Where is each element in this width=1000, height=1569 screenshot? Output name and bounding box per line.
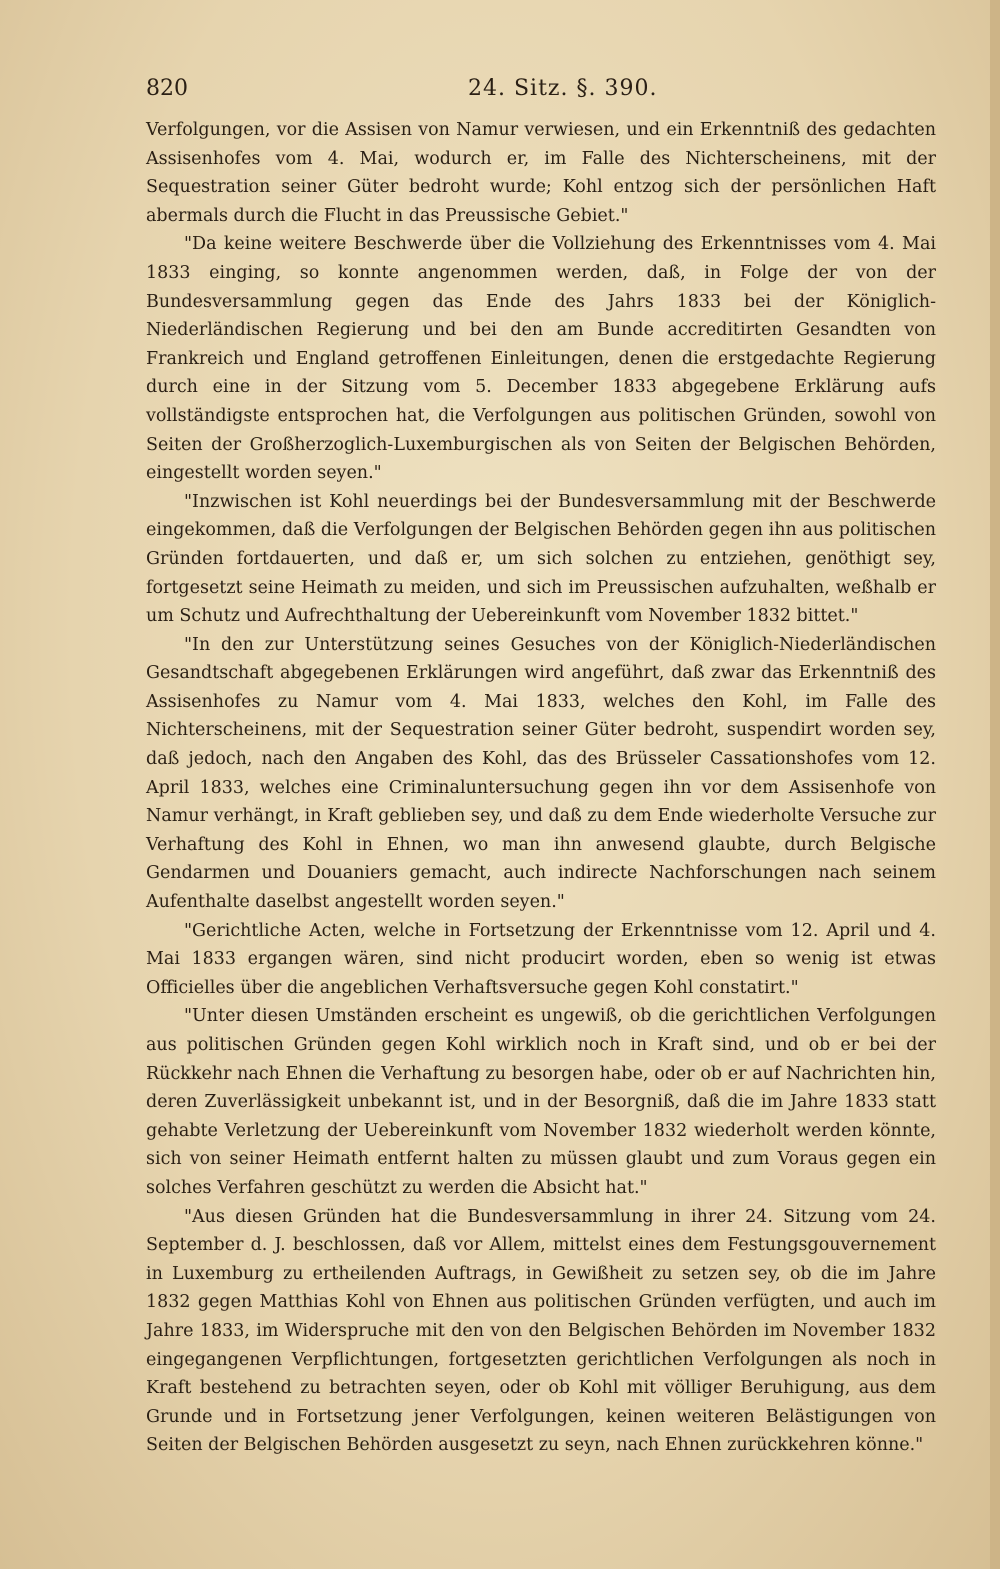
page-number: 820 [146, 76, 188, 101]
paragraph: "Unter diesen Umständen erscheint es ungewiß, ob die gerichtlichen Verfolgungen aus politischen Gründen gegen Kohl wirklich noch in Kraft sind, und ob er bei der Rückkehr nach Ehnen die Verhaftung zu besorgen habe, oder ob er auf Nachrichten hin, deren Zuverlässigkeit unbekannt ist, und in der Besorgniß, daß die im Jahre 1833 statt gehabte Verletzung der Uebereinkunft vom November 1832 wiederholt werden könnte, sich von seiner Heimath entfernt halten zu müssen glaubt und zum Voraus gegen ein solches Verfahren geschützt zu werden die Absicht hat." [146, 1006, 936, 1198]
paragraph: "Inzwischen ist Kohl neuerdings bei der Bundesversammlung mit der Beschwerde eingekommen, daß die Verfolgungen der Belgischen Behörden gegen ihn aus politischen Gründen fortdauerten, und daß er, um sich solchen zu entziehen, genöthigt sey, fortgesetzt seine Heimath zu meiden, und sich im Preussischen aufzuhalten, weßhalb er um Schutz und Aufrechthaltung der Uebereinkunft vom November 1832 bittet." [146, 491, 936, 627]
paragraph: "Gerichtliche Acten, welche in Fortsetzung der Erkenntnisse vom 12. April und 4. Mai 1833 ergangen wären, sind nicht producirt worden, eben so wenig ist etwas Officielles über die angeblichen Verhaftsversuche gegen Kohl constatirt." [146, 920, 936, 998]
paragraph: "In den zur Unterstützung seines Gesuches von der Königlich-Niederländischen Gesandtschaft abgegebenen Erklärungen wird angeführt, daß zwar das Erkenntniß des Assisenhofes zu Namur vom 4. Mai 1833, welches den Kohl, im Falle des Nichterscheinens, mit der Sequestration seiner Güter bedroht, suspendirt worden sey, daß jedoch, nach den Angaben des Kohl, das des Brüsseler Cassationshofes vom 12. April 1833, welches eine Criminaluntersuchung gegen ihn vor dem Assisenhofe von Namur verhängt, in Kraft geblieben sey, und daß zu dem Ende wiederholte Versuche zur Verhaftung des Kohl in Ehnen, wo man ihn anwesend glaubte, durch Belgische Gendarmen und Douaniers gemacht, auch indirecte Nachforschungen nach seinem Aufenthalte daselbst angestellt worden seyen." [146, 634, 936, 913]
paragraph: "Da keine weitere Beschwerde über die Vollziehung des Erkenntnisses vom 4. Mai 1833 einging, so konnte angenommen werden, daß, in Folge der von der Bundesversammlung gegen das Ende des Jahrs 1833 bei der Königlich-Niederländischen Regierung und bei den am Bunde accreditirten Gesandten von Frankreich und England getroffenen Einleitungen, denen die erstgedachte Regierung durch eine in der Sitzung vom 5. December 1833 abgegebene Erklärung aufs vollständigste entsprochen hat, die Verfolgungen aus politischen Gründen, sowohl von Seiten der Großherzoglich-Luxemburgischen als von Seiten der Belgischen Behörden, eingestellt worden seyen." [146, 234, 936, 484]
paragraph: "Aus diesen Gründen hat die Bundesversammlung in ihrer 24. Sitzung vom 24. September d. J. beschlossen, daß vor Allem, mittelst eines dem Festungsgouvernement in Luxemburg zu ertheilenden Auftrags, in Gewißheit zu setzen sey, ob die im Jahre 1832 gegen Matthias Kohl von Ehnen aus politischen Gründen verfügten, und auch im Jahre 1833, im Widerspruche mit den von den Belgischen Behörden im November 1832 eingegangenen Verpflichtungen, fortgesetzten gerichtlichen Verfolgungen als noch in Kraft bestehend zu betrachten seyen, oder ob Kohl mit völliger Beruhigung, aus dem Grunde und in Fortsetzung jener Verfolgungen, keinen weiteren Belästigungen von Seiten der Belgischen Behörden ausgesetzt zu seyn, nach Ehnen zurückkehren könne." [146, 1206, 936, 1456]
page-header [146, 76, 936, 112]
body-text [146, 116, 936, 1460]
running-head: 24. Sitz. §. 390. [468, 76, 658, 101]
paragraph: Verfolgungen, vor die Assisen von Namur verwiesen, und ein Erkenntniß des gedachten Assisenhofes vom 4. Mai, wodurch er, im Falle des Nichterscheinens, mit der Sequestration seiner Güter bedroht wurde; Kohl entzog sich der persönlichen Haft abermals durch die Flucht in das Preussische Gebiet." [146, 120, 936, 226]
